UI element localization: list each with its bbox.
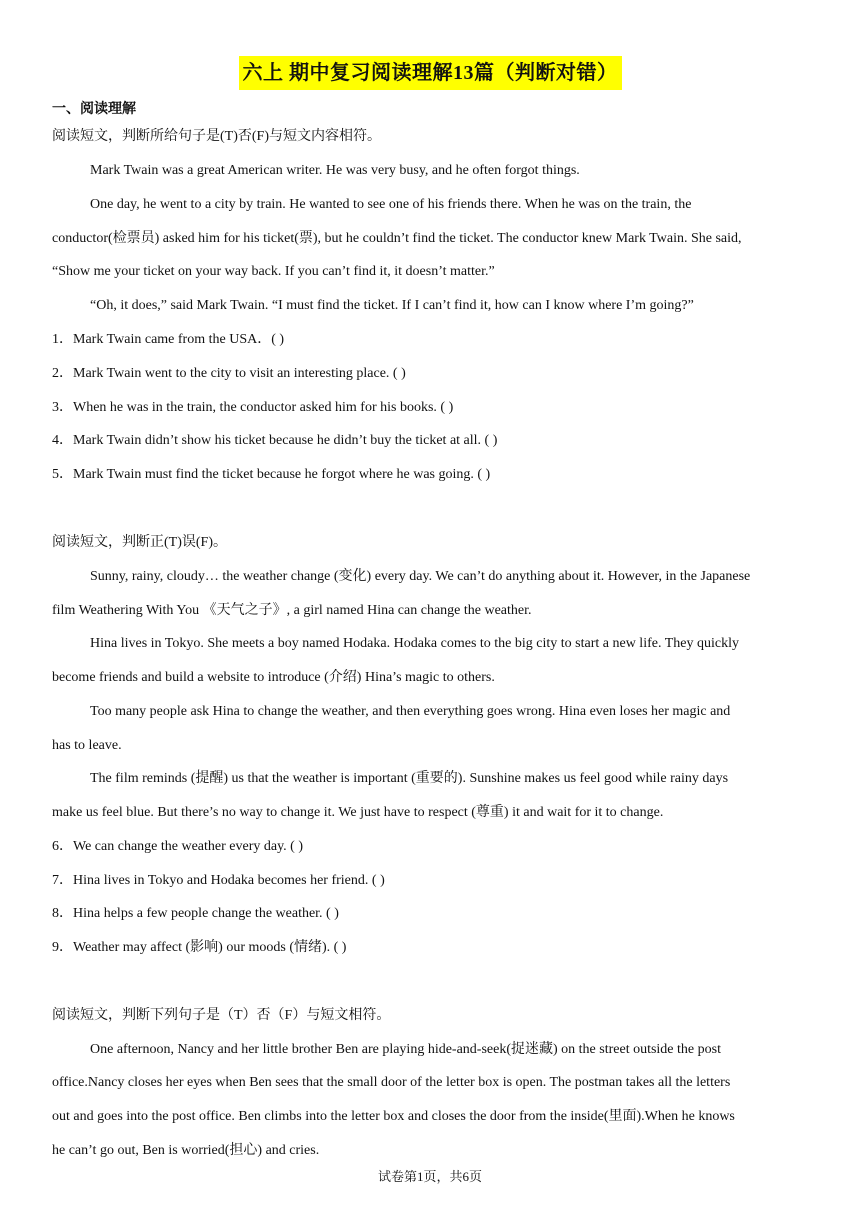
section-heading: 一、阅读理解: [52, 102, 136, 117]
question-8: 8．Hina helps a few people change the weather. ( ): [52, 906, 339, 921]
p1-line: “Oh, it does,” said Mark Twain. “I must find the ticket. If I can’t find it, how can I know where I’m going?”: [90, 298, 694, 313]
p2-line: The film reminds (提醒) us that the weather is important (重要的). Sunshine makes us feel good while rainy days: [90, 771, 729, 786]
p3-line: office.Nancy closes her eyes when Ben sees that the small door of the letter box is open. The postman takes all the letters: [52, 1075, 731, 1090]
p2-line: Sunny, rainy, cloudy… the weather change (变化) every day. We can’t do anything about it. However, in the Japanese: [90, 569, 751, 584]
question-7: 7．Hina lives in Tokyo and Hodaka becomes her friend. ( ): [52, 873, 385, 888]
p2-line: has to leave.: [52, 738, 122, 753]
page-footer: 试卷第1页，共6页: [377, 1169, 482, 1184]
p3-line: he can’t go out, Ben is worried(担心) and cries.: [52, 1143, 320, 1158]
question-1: 1．Mark Twain came from the USA．( ): [52, 332, 285, 347]
question-5: 5．Mark Twain must find the ticket because he forgot where he was going. ( ): [52, 467, 491, 482]
p3-line: One afternoon, Nancy and her little brother Ben are playing hide-and-seek(捉迷藏) on the street outside the post: [90, 1042, 721, 1057]
p1-line: “Show me your ticket on your way back. If you can’t find it, it doesn’t matter.”: [52, 264, 495, 279]
p3-instruction: 阅读短文，判断下列句子是（T）否（F）与短文相符。: [52, 1008, 391, 1023]
p3-line: out and goes into the post office. Ben climbs into the letter box and closes the door from the inside(里面).When he knows: [52, 1109, 735, 1124]
p2-line: Too many people ask Hina to change the weather, and then everything goes wrong. Hina even loses her magic and: [90, 704, 731, 719]
p1-line: One day, he went to a city by train. He wanted to see one of his friends there. When he was on the train, the: [90, 197, 692, 212]
p1-line: conductor(检票员) asked him for his ticket(票), but he couldn’t find the ticket. The conductor knew Mark Twain. She said,: [52, 231, 742, 246]
question-4: 4．Mark Twain didn’t show his ticket because he didn’t buy the ticket at all. ( ): [52, 433, 498, 448]
p2-instruction: 阅读短文，判断正(T)误(F)。: [52, 535, 227, 550]
question-3: 3．When he was in the train, the conductor asked him for his books. ( ): [52, 400, 454, 415]
title-wrap: [0, 56, 860, 90]
page-title: 六上 期中复习阅读理解13篇（判断对错）: [239, 56, 622, 90]
question-2: 2．Mark Twain went to the city to visit an interesting place. ( ): [52, 366, 406, 381]
p2-line: make us feel blue. But there’s no way to change it. We just have to respect (尊重) it and wait for it to change.: [52, 805, 664, 820]
p2-line: film Weathering With You 《天气之子》, a girl named Hina can change the weather.: [52, 603, 532, 618]
p1-instruction: 阅读短文，判断所给句子是(T)否(F)与短文内容相符。: [52, 129, 381, 144]
question-9: 9．Weather may affect (影响) our moods (情绪). ( ): [52, 940, 347, 955]
question-6: 6．We can change the weather every day. ( ): [52, 839, 304, 854]
p2-line: become friends and build a website to introduce (介绍) Hina’s magic to others.: [52, 670, 495, 685]
p1-line: Mark Twain was a great American writer. He was very busy, and he often forgot things.: [90, 163, 580, 178]
p2-line: Hina lives in Tokyo. She meets a boy named Hodaka. Hodaka comes to the big city to start a new life. They quickly: [90, 636, 739, 651]
